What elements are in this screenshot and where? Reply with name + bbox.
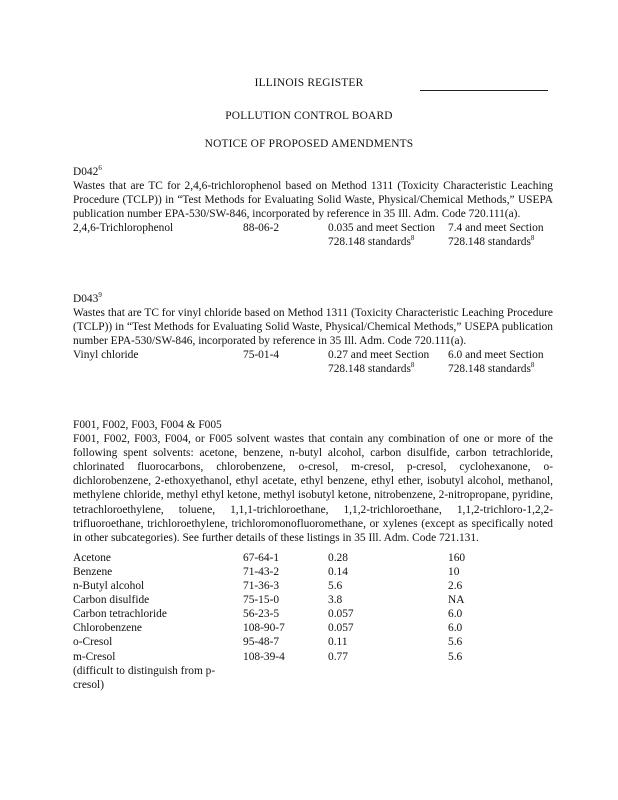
constituent-name: Benzene	[73, 565, 113, 578]
cas-number: 71-36-3	[243, 580, 280, 593]
footnote-ref: 8	[410, 361, 415, 370]
cas-number: 75-01-4	[243, 349, 280, 362]
cas-number: 75-15-0	[243, 594, 280, 607]
register-title: ILLINOIS REGISTER	[254, 77, 364, 89]
cas-number: 71-43-2	[243, 565, 280, 578]
nonwastewater-standard: 2.6	[448, 580, 463, 593]
section-d043	[73, 292, 553, 391]
table-row	[73, 593, 553, 607]
wastewater-standard: 0.035 and meet Section 728.148 standards$^8$	[328, 222, 435, 249]
constituent-name: o-Cresol	[73, 636, 113, 649]
table-row	[73, 348, 553, 390]
waste-description: F001, F002, F003, F004, or F005 solvent wastes that contain any combination of one or more of the following spent solvents: acetone, benzene, n-butyl alcohol, carbon disulfide, carbon tetrachloride, chlorinated fluorocarbons, chlorobenzene, o-cresol, m-cresol, p-cresol, cyclohexanone, o-dichlorobenzene, 2-ethoxyethanol, ethyl acetate, ethyl benzene, ethyl ether, isobutyl alcohol, methanol, methylene chloride, methyl ethyl ketone, methyl isobutyl ketone, nitrobenzene, 2-nitropropane, pyridine, tetrachloroethylene, toluene, 1,1,1-trichloroethane, 1,1,2-trichloroethane, 1,1,2-trichloro-1,2,2-trifluoroethane, trichloroethylene, trichloromonofluoromethane, or xylenes (except as specifically noted in other subcategories). See further details of these listings in 35 Ill. Adm. Code 721.131.	[73, 433, 553, 544]
nonwastewater-standard: 10	[448, 565, 460, 578]
section-f001-f005	[73, 418, 553, 692]
table-row	[73, 621, 553, 635]
footnote-ref: 9	[98, 291, 102, 299]
constituent-name: n-Butyl alcohol	[73, 580, 145, 593]
header-rule	[420, 90, 548, 91]
footnote-ref: 8	[530, 361, 535, 370]
m-cresol-note: (difficult to distinguish from p-cresol)	[73, 664, 216, 691]
constituent-name: Carbon disulfide	[73, 594, 150, 607]
wastewater-standard: 3.8	[328, 594, 343, 607]
footnote-ref: 8	[530, 234, 535, 243]
nonwastewater-standard: NA	[448, 594, 465, 607]
wastewater-standard: 0.057	[328, 622, 354, 635]
nonwastewater-standard: 6.0	[448, 622, 463, 635]
cas-number: 88-06-2	[243, 222, 280, 235]
table-row	[73, 565, 553, 579]
constituent-name: 2,4,6-Trichlorophenol	[73, 222, 174, 235]
waste-description: Wastes that are TC for vinyl chloride based on Method 1311 (Toxicity Characteristic Leaching Procedure (TCLP)) in “Test Methods for Evaluating Solid Waste, Physical/Chemical Methods,” USEPA publication number EPA-530/SW-846, incorporated by reference in 35 Ill. Adm. Code 720.111(a).	[73, 307, 553, 348]
constituent-name: Carbon tetrachloride	[73, 608, 167, 621]
table-row	[73, 221, 553, 263]
cas-number: 108-39-4	[243, 650, 285, 663]
waste-description: Wastes that are TC for 2,4,6-trichlorophenol based on Method 1311 (Toxicity Characteristic Leaching Procedure (TCLP)) in “Test Methods for Evaluating Solid Waste, Physical/Chemical Methods,” USEPA publication number EPA-530/SW-846, incorporated by reference in 35 Ill. Adm. Code 720.111(a).	[73, 180, 553, 221]
nonwastewater-standard: 6.0	[448, 608, 463, 621]
nonwastewater-standard: 6.0 and meet Section 728.148 standards$^8$	[448, 349, 544, 376]
constituent-name: Acetone	[73, 551, 111, 564]
cas-number: 56-23-5	[243, 608, 280, 621]
notice-title: NOTICE OF PROPOSED AMENDMENTS	[204, 138, 414, 150]
table-row	[73, 650, 553, 664]
waste-code: D043	[73, 293, 99, 305]
section-d042	[73, 165, 553, 264]
waste-code: F001, F002, F003, F004 & F005	[73, 419, 222, 431]
table-row	[73, 607, 553, 621]
nonwastewater-standard: 5.6	[448, 650, 463, 663]
table-row	[73, 579, 553, 593]
wastewater-standard: 0.14	[328, 565, 348, 578]
footnote-ref: 8	[410, 234, 415, 243]
footnote-ref: 6	[98, 164, 102, 172]
wastewater-standard: 0.28	[328, 551, 348, 564]
constituent-name: Chlorobenzene	[73, 622, 142, 635]
table-row	[73, 551, 553, 565]
wastewater-standard: 0.77	[328, 650, 348, 663]
nonwastewater-standard: 5.6	[448, 636, 463, 649]
constituent-name: m-Cresol	[73, 650, 116, 663]
wastewater-standard: 0.057	[328, 608, 354, 621]
nonwastewater-standard: 160	[448, 551, 466, 564]
wastewater-standard: 0.11	[328, 636, 348, 649]
cas-number: 67-64-1	[243, 551, 280, 564]
table-row	[73, 635, 553, 649]
constituent-name: Vinyl chloride	[73, 349, 139, 362]
wastewater-standard: 0.27 and meet Section 728.148 standards$^8$	[328, 349, 430, 376]
waste-code: D042	[73, 166, 99, 178]
wastewater-standard: 5.6	[328, 580, 343, 593]
cas-number: 108-90-7	[243, 622, 285, 635]
cas-number: 95-48-7	[243, 636, 280, 649]
board-title: POLLUTION CONTROL BOARD	[225, 110, 393, 122]
nonwastewater-standard: 7.4 and meet Section 728.148 standards$^8$	[448, 222, 544, 249]
